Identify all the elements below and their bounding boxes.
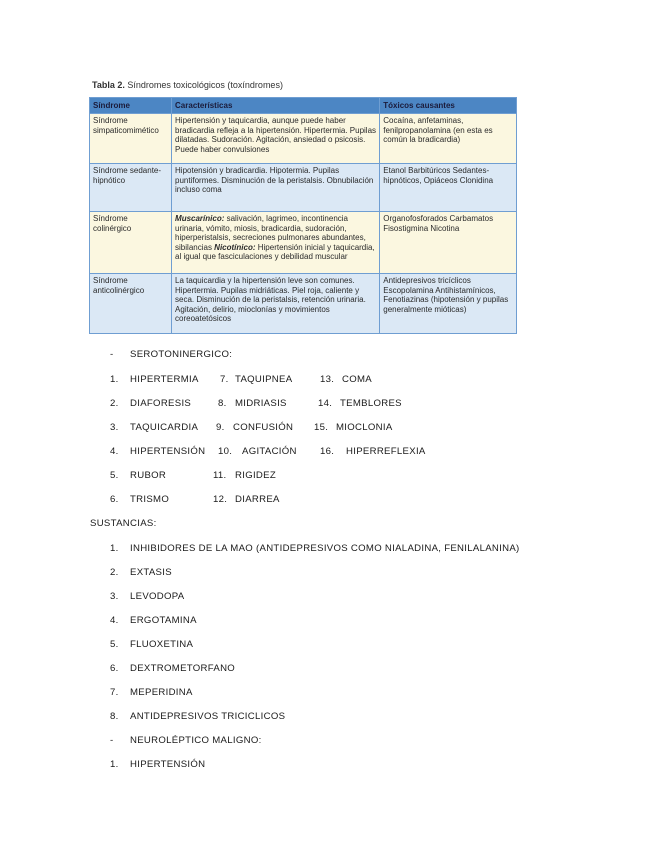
table-caption bbox=[92, 80, 283, 90]
list-item: 15. MIOCLONIA bbox=[314, 422, 393, 433]
list-item: 8. MIDRIASIS bbox=[218, 398, 287, 409]
cell-toxicos: Etanol Barbitúricos Sedantes-hipnóticos, Opiáceos Clonidina bbox=[380, 164, 517, 212]
cell-toxicos: Cocaína, anfetaminas, fenilpropanolamina (en esta es común la bradicardia) bbox=[380, 114, 517, 164]
table-caption-text: Síndromes toxicológicos (toxíndromes) bbox=[127, 80, 283, 90]
list-item: 1. INHIBIDORES DE LA MAO (ANTIDEPRESIVOS COMO NIALADINA, FENILALANINA) bbox=[110, 543, 520, 554]
cell-caracteristicas: Hipotensión y bradicardia. Hipotermia. Pupilas puntiformes. Disminución de la peristalsis. Obnubilación incluso coma bbox=[172, 164, 380, 212]
table-caption-label: Tabla 2. bbox=[92, 80, 125, 90]
list-item: 7. MEPERIDINA bbox=[110, 687, 193, 698]
cell-sindrome: Síndrome sedante-hipnótico bbox=[90, 164, 172, 212]
cell-sindrome: Síndrome anticolinérgico bbox=[90, 274, 172, 334]
list-item: 2. EXTASIS bbox=[110, 567, 172, 578]
neuroleptico-title: NEUROLÉPTICO MALIGNO: bbox=[130, 735, 262, 746]
cell-toxicos: Organofosforados Carbamatos Fisostigmina Nicotina bbox=[380, 212, 517, 274]
list-item: 1. HIPERTENSIÓN bbox=[110, 759, 206, 770]
muscarinico-label: Muscarínico: bbox=[175, 214, 225, 223]
header-caracteristicas: Características bbox=[172, 98, 380, 114]
cell-toxicos: Antidepresivos tricíclicos Escopolamina Antihistamínicos, Fenotiazinas (hipotensión y pupilas generalmente mióticas) bbox=[380, 274, 517, 334]
table-row bbox=[90, 212, 517, 274]
bullet-dash: - bbox=[110, 735, 114, 746]
list-item: 12. DIARREA bbox=[213, 494, 280, 505]
list-item: 4. HIPERTENSIÓN bbox=[110, 446, 206, 457]
cell-sindrome: Síndrome colinérgico bbox=[90, 212, 172, 274]
list-item: 16. HIPERREFLEXIA bbox=[320, 446, 426, 457]
cell-caracteristicas: Hipertensión y taquicardia, aunque puede haber bradicardia refleja a la hipertensión. Hipertermia. Pupilas dilatadas. Sudoración. Agitación, ansiedad o psicosis. Puede haber convulsiones bbox=[172, 114, 380, 164]
nicotinico-text: Hipertensión inicial y taquicardia, al igual que fasciculaciones y debilidad muscular bbox=[175, 242, 375, 262]
list-item: 1. HIPERTERMIA bbox=[110, 374, 199, 385]
list-item: 8. ANTIDEPRESIVOS TRICICLICOS bbox=[110, 711, 286, 722]
serotoninergico-heading bbox=[110, 349, 233, 360]
list-item: 9. CONFUSIÓN bbox=[216, 422, 294, 433]
header-sindrome: Síndrome bbox=[90, 98, 172, 114]
list-item: 10. AGITACIÓN bbox=[218, 446, 297, 457]
list-item: 13. COMA bbox=[320, 374, 372, 385]
list-item: 7. TAQUIPNEA bbox=[220, 374, 293, 385]
list-item: 11. RIGIDEZ bbox=[213, 470, 277, 481]
toxidromes-table bbox=[89, 97, 517, 334]
list-item: 2. DIAFORESIS bbox=[110, 398, 192, 409]
list-item: 3. TAQUICARDIA bbox=[110, 422, 199, 433]
list-item: 14. TEMBLORES bbox=[318, 398, 402, 409]
list-item: 3. LEVODOPA bbox=[110, 591, 185, 602]
list-item: 6. TRISMO bbox=[110, 494, 170, 505]
muscarinico-text: salivación, lagrimeo, incontinencia urinaria, vómito, miosis, bradicardia, sudoración, hiperperistalsis, secreciones pulmonares abundantes, sibilancias bbox=[175, 214, 366, 252]
sustancias-title: SUSTANCIAS: bbox=[90, 518, 157, 529]
bullet-dash: - bbox=[110, 349, 114, 360]
cell-caracteristicas bbox=[172, 212, 380, 274]
list-item: 6. DEXTROMETORFANO bbox=[110, 663, 236, 674]
list-item: 4. ERGOTAMINA bbox=[110, 615, 197, 626]
neuroleptico-heading bbox=[110, 735, 262, 746]
table-header-row bbox=[90, 98, 517, 114]
nicotinico-label: Nicotínico: bbox=[214, 242, 256, 252]
table-row bbox=[90, 114, 517, 164]
table-row bbox=[90, 274, 517, 334]
cell-caracteristicas: La taquicardia y la hipertensión leve son comunes. Hipertermia. Pupilas midriáticas. Piel roja, caliente y seca. Disminución de la peristalsis, retención urinaria. Agitación, delirio, mioclonías y movimientos coreoatetósicos bbox=[172, 274, 380, 334]
cell-sindrome: Síndrome simpaticomimético bbox=[90, 114, 172, 164]
serotoninergico-title: SEROTONINERGICO: bbox=[130, 349, 233, 360]
list-item: 5. FLUOXETINA bbox=[110, 639, 194, 650]
header-toxicos: Tóxicos causantes bbox=[380, 98, 517, 114]
list-item: 5. RUBOR bbox=[110, 470, 167, 481]
table-row bbox=[90, 164, 517, 212]
